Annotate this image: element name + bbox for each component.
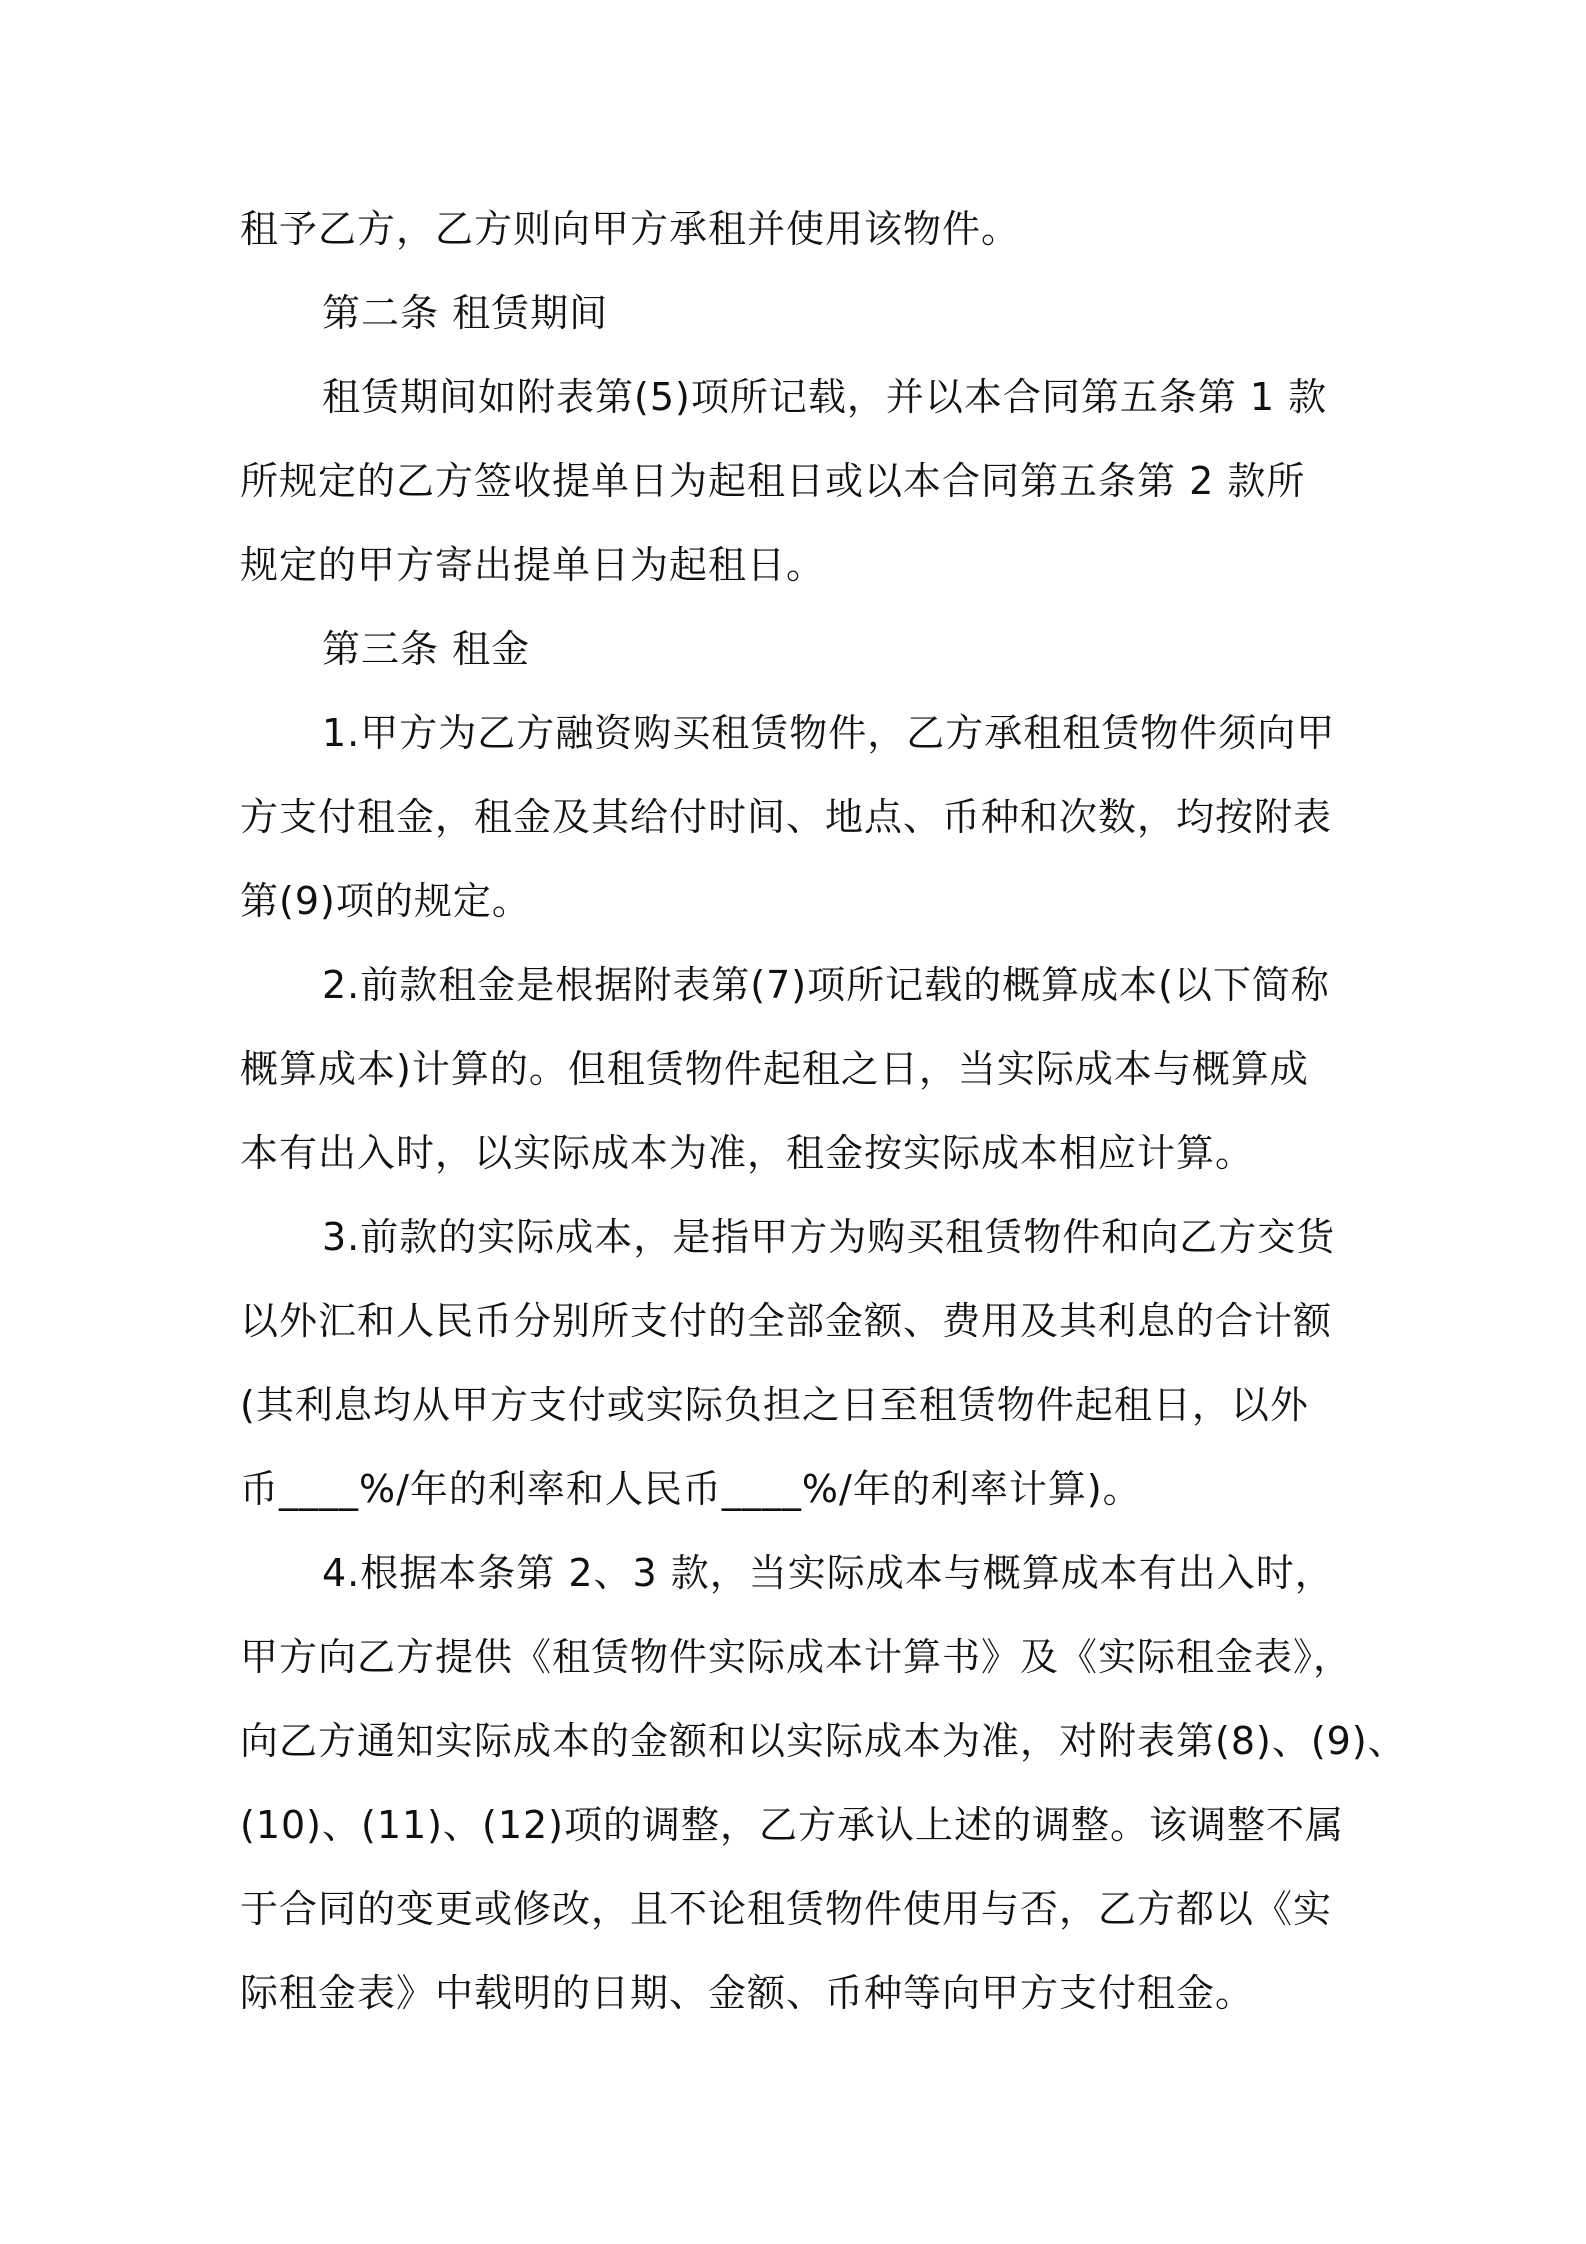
text-line: 2.前款租金是根据附表第(7)项所记载的概算成本(以下简称 bbox=[322, 963, 1330, 1007]
text-line: 甲方向乙方提供《租赁物件实际成本计算书》及《实际租金表》， bbox=[240, 1635, 1353, 1679]
text-line: 3.前款的实际成本，是指甲方为购买租赁物件和向乙方交货 bbox=[322, 1215, 1336, 1259]
section-heading: 第三条 租金 bbox=[322, 627, 531, 671]
text-line: 概算成本)计算的。但租赁物件起租之日，当实际成本与概算成 bbox=[240, 1047, 1309, 1091]
text-line: 第(9)项的规定。 bbox=[240, 879, 531, 923]
text-line: 4.根据本条第 2、3 款，当实际成本与概算成本有出入时， bbox=[322, 1551, 1334, 1595]
text-line: (10)、(11)、(12)项的调整，乙方承认上述的调整。该调整不属 bbox=[240, 1803, 1345, 1847]
text-line: 租赁期间如附表第(5)项所记载，并以本合同第五条第 1 款 bbox=[322, 375, 1328, 419]
text-line: 币____%/年的利率和人民币____%/年的利率计算)。 bbox=[240, 1467, 1142, 1511]
text-line: 向乙方通知实际成本的金额和以实际成本为准，对附表第(8)、(9)、 bbox=[240, 1719, 1407, 1763]
text-line: 本有出入时，以实际成本为准，租金按实际成本相应计算。 bbox=[240, 1131, 1255, 1175]
text-line: 际租金表》中载明的日期、金额、币种等向甲方支付租金。 bbox=[240, 1971, 1255, 2015]
section-heading: 第二条 租赁期间 bbox=[322, 291, 609, 335]
text-line: 以外汇和人民币分别所支付的全部金额、费用及其利息的合计额 bbox=[240, 1299, 1333, 1343]
text-line: 于合同的变更或修改，且不论租赁物件使用与否，乙方都以《实 bbox=[240, 1887, 1333, 1931]
text-line: 1.甲方为乙方融资购买租赁物件，乙方承租租赁物件须向甲 bbox=[322, 711, 1336, 755]
text-line: 所规定的乙方签收提单日为起租日或以本合同第五条第 2 款所 bbox=[240, 459, 1306, 503]
text-line: 租予乙方，乙方则向甲方承租并使用该物件。 bbox=[240, 207, 1021, 251]
text-line: 规定的甲方寄出提单日为起租日。 bbox=[240, 543, 826, 587]
text-line: (其利息均从甲方支付或实际负担之日至租赁物件起租日，以外 bbox=[240, 1383, 1309, 1427]
text-line: 方支付租金，租金及其给付时间、地点、币种和次数，均按附表 bbox=[240, 795, 1333, 839]
